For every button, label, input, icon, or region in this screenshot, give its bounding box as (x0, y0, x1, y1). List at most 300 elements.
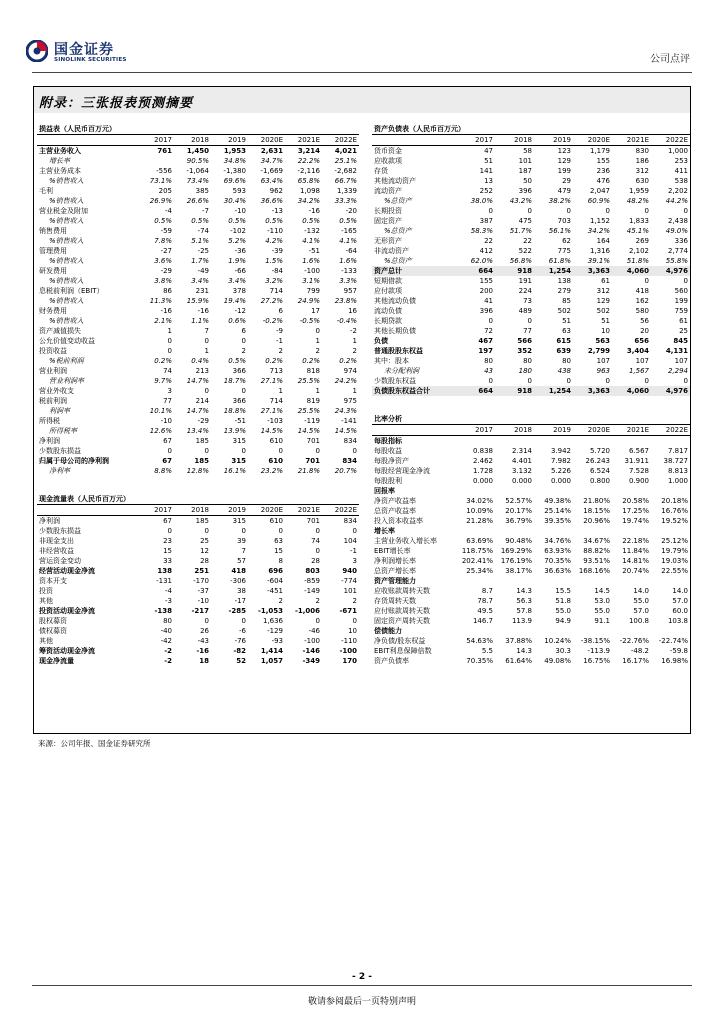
value-cell: 19.4% (223, 297, 246, 305)
value-cell: 21.8% (297, 467, 320, 475)
income-row (37, 266, 359, 276)
value-cell: 80 (484, 357, 493, 365)
value-cell: -170 (193, 577, 209, 585)
year-header-cell: 2019 (211, 135, 248, 146)
value-cell: -859 (304, 577, 320, 585)
value-cell: 168.16% (578, 567, 610, 575)
value-cell: -64 (345, 247, 357, 255)
ratios-row (372, 566, 690, 576)
balance-row (372, 336, 690, 346)
row-label: 筹资活动现金净流 (39, 647, 95, 655)
value-cell: 78.7 (477, 597, 493, 605)
value-cell: 3,214 (297, 147, 320, 155)
cashflow-row (37, 566, 359, 576)
value-cell: 418 (635, 287, 649, 295)
value-cell: 819 (306, 397, 320, 405)
year-header-cell: 2021E (285, 135, 322, 146)
income-row (37, 256, 359, 266)
cashflow-row (37, 636, 359, 646)
value-cell: 759 (674, 307, 688, 315)
value-cell: 4,976 (651, 386, 690, 396)
value-cell: 1,254 (534, 266, 573, 276)
value-cell: 714 (269, 287, 283, 295)
year-header-cell: 2019 (534, 135, 573, 146)
value-cell: 703 (557, 217, 571, 225)
sinolink-logo-icon (26, 40, 48, 62)
value-cell: 101 (343, 587, 357, 595)
value-cell: 61 (601, 277, 610, 285)
value-cell: 0.4% (191, 357, 209, 365)
row-label: 每股净资产 (374, 457, 409, 465)
value-cell: 378 (232, 287, 246, 295)
value-cell: 23 (163, 537, 172, 545)
value-cell: 0 (204, 447, 209, 455)
value-cell: -1,380 (223, 167, 246, 175)
row-label: 利润率 (49, 407, 70, 415)
value-cell: 19.03% (661, 557, 688, 565)
value-cell: 0 (167, 527, 172, 535)
value-cell: 0 (241, 617, 246, 625)
value-cell: 10.09% (466, 507, 493, 515)
value-cell: 7.528 (628, 467, 649, 475)
value-cell: 1,636 (262, 617, 283, 625)
value-cell: 1.000 (667, 477, 688, 485)
value-cell: 3.8% (154, 277, 172, 285)
year-header-cell: 2017 (137, 135, 174, 146)
value-cell: 65.8% (297, 177, 320, 185)
value-cell: 26.9% (149, 197, 172, 205)
row-label: 所得税率 (49, 427, 77, 435)
spacer-cell (372, 115, 690, 124)
value-cell: 1.5% (265, 257, 283, 265)
value-cell: -146 (302, 647, 320, 655)
value-cell: 411 (674, 167, 688, 175)
value-cell: 77 (523, 327, 532, 335)
year-header-cell: 2019 (211, 505, 248, 516)
value-cell: 22 (484, 237, 493, 245)
value-cell: 73.4% (186, 177, 209, 185)
value-cell: 834 (343, 437, 357, 445)
row-label: 负债股东权益合计 (372, 386, 456, 396)
value-cell: 2,774 (667, 247, 688, 255)
row-label: 偿债能力 (374, 627, 402, 635)
value-cell: 51.8 (555, 597, 571, 605)
value-cell: 61 (679, 317, 688, 325)
value-cell: 7 (204, 327, 209, 335)
value-cell: 14.5% (297, 427, 320, 435)
income-row (37, 446, 359, 456)
value-cell: 7.8% (154, 237, 172, 245)
row-label: 非现金支出 (39, 537, 74, 545)
value-cell: 8.7 (481, 587, 493, 595)
value-cell: 502 (596, 307, 610, 315)
value-cell: 34.76% (544, 537, 571, 545)
value-cell: 77 (163, 397, 172, 405)
value-cell: 34.7% (260, 157, 283, 165)
value-cell: 2 (352, 347, 357, 355)
row-label: EBIT利息保障倍数 (374, 647, 432, 655)
value-cell: 0.000 (472, 477, 493, 485)
ratios-row (372, 586, 690, 596)
income-row (37, 196, 359, 206)
value-cell: 39.1% (587, 257, 610, 265)
value-cell: 155 (596, 157, 610, 165)
value-cell: 56.1% (548, 227, 571, 235)
value-cell: -774 (341, 577, 357, 585)
ratios-row (372, 496, 690, 506)
value-cell: 185 (195, 437, 209, 445)
row-label: 每股股利 (374, 477, 402, 485)
value-cell: 36.63% (544, 567, 571, 575)
value-cell: 51 (484, 157, 493, 165)
value-cell (534, 436, 573, 447)
value-cell: 17 (311, 307, 320, 315)
value-cell: 315 (232, 437, 246, 445)
value-cell: 67 (163, 517, 172, 525)
income-row (37, 216, 359, 226)
value-cell: -1 (350, 547, 357, 555)
value-cell: 0 (204, 387, 209, 395)
value-cell: 3.6% (154, 257, 172, 265)
value-cell: 1.6% (302, 257, 320, 265)
value-cell: -93 (271, 637, 283, 645)
value-cell: 22.18% (622, 537, 649, 545)
balance-row (372, 236, 690, 246)
value-cell: -46 (308, 627, 320, 635)
value-cell: 0.800 (589, 477, 610, 485)
row-label: 增长率 (374, 527, 395, 535)
value-cell: 0 (683, 377, 688, 385)
balance-row (372, 196, 690, 206)
value-cell: 610 (269, 517, 283, 525)
row-label: 固定资产 (374, 217, 402, 225)
income-row (37, 246, 359, 256)
balance-row (372, 256, 690, 266)
row-label: 资产管理能力 (374, 577, 416, 585)
value-cell: 104 (343, 537, 357, 545)
year-header-cell: 2017 (137, 505, 174, 516)
row-label: 主营业务收入 (39, 147, 81, 155)
year-header-cell: 2021E (285, 505, 322, 516)
value-cell: 85 (562, 297, 571, 305)
value-cell: 18.7% (223, 377, 246, 385)
value-cell: 38.727 (663, 457, 688, 465)
value-cell: 51 (601, 317, 610, 325)
row-label: 应付款项 (374, 287, 402, 295)
value-cell: 0.5% (339, 217, 357, 225)
value-cell: -103 (267, 417, 283, 425)
cashflow-row (37, 656, 359, 666)
left-column (37, 115, 359, 666)
value-cell: 20.7% (334, 467, 357, 475)
row-label: 财务费用 (39, 307, 67, 315)
value-cell: 3.2% (265, 277, 283, 285)
value-cell: 93.51% (583, 557, 610, 565)
row-label: 投资活动现金净流 (39, 607, 95, 615)
value-cell: 366 (232, 397, 246, 405)
value-cell: 28 (311, 557, 320, 565)
value-cell: 28 (200, 557, 209, 565)
value-cell: 20.17% (505, 507, 532, 515)
value-cell (651, 436, 690, 447)
balance-row (372, 346, 690, 356)
value-cell: 34.67% (583, 537, 610, 545)
value-cell: 253 (674, 157, 688, 165)
value-cell: 3.4% (228, 277, 246, 285)
value-cell: 101 (518, 157, 532, 165)
value-cell: -100 (304, 267, 320, 275)
value-cell: 70.35% (466, 657, 493, 665)
value-cell: 1,567 (628, 367, 649, 375)
value-cell: 67 (163, 437, 172, 445)
value-cell: 467 (478, 337, 493, 345)
value-cell (495, 626, 534, 636)
row-label: 主营业务收入增长率 (374, 537, 437, 545)
value-cell: 55.0 (555, 607, 571, 615)
income-row (37, 366, 359, 376)
year-header-blank (37, 135, 137, 146)
value-cell: 610 (268, 457, 283, 465)
value-cell: 0.2% (154, 357, 172, 365)
row-label: 其他 (39, 637, 53, 645)
value-cell: 5.5 (481, 647, 493, 655)
ratios-row (372, 606, 690, 616)
value-cell: 20.18% (661, 497, 688, 505)
value-cell: 38.2% (548, 197, 571, 205)
value-cell: 0 (167, 347, 172, 355)
value-cell: 100.8 (628, 617, 649, 625)
value-cell: 1 (204, 347, 209, 355)
value-cell: 12 (200, 547, 209, 555)
value-cell: 0 (315, 447, 320, 455)
value-cell: 0 (204, 617, 209, 625)
value-cell: 279 (557, 287, 571, 295)
value-cell: 566 (517, 337, 532, 345)
value-cell: 580 (635, 307, 649, 315)
ratios-row (372, 526, 690, 536)
value-cell: -0.2% (262, 317, 283, 325)
value-cell: -3 (165, 597, 172, 605)
value-cell: 11.3% (149, 297, 172, 305)
value-cell: 538 (674, 177, 688, 185)
value-cell: 0 (204, 337, 209, 345)
value-cell: 664 (456, 266, 495, 276)
value-cell: 22.55% (661, 567, 688, 575)
value-cell (612, 526, 651, 536)
row-label: 其中：股本 (374, 357, 409, 365)
ratios-row (372, 446, 690, 456)
value-cell: 0.5% (265, 217, 283, 225)
year-header-cell: 2018 (495, 135, 534, 146)
value-cell: 16.76% (661, 507, 688, 515)
value-cell: 60.0 (672, 607, 688, 615)
value-cell: 63.93% (544, 547, 571, 555)
value-cell: 129 (557, 157, 571, 165)
year-header-blank (372, 425, 456, 436)
value-cell: 418 (231, 567, 246, 575)
value-cell: 522 (518, 247, 532, 255)
year-header-cell: 2020E (573, 135, 612, 146)
value-cell (495, 486, 534, 496)
value-cell: 25 (679, 327, 688, 335)
value-cell: 2 (315, 347, 320, 355)
income-row (37, 376, 359, 386)
year-header-cell: 2020E (573, 425, 612, 436)
ratios-row (372, 476, 690, 486)
value-cell: -1,669 (260, 167, 283, 175)
balance-row (372, 156, 690, 166)
title-bar (34, 87, 690, 113)
income-section-title: 损益表（人民币百万元） (37, 124, 359, 135)
income-section-header (37, 124, 359, 135)
row-label: 非经营收益 (39, 547, 74, 555)
row-label: 管理费用 (39, 247, 67, 255)
value-cell: 15.9% (186, 297, 209, 305)
value-cell: 63 (274, 537, 283, 545)
value-cell: -76 (234, 637, 246, 645)
value-cell: 74 (163, 367, 172, 375)
value-cell: 58.3% (470, 227, 493, 235)
value-cell: -165 (341, 227, 357, 235)
value-cell: 107 (635, 357, 649, 365)
row-label: 资本开支 (39, 577, 67, 585)
row-label: 投入资本收益率 (374, 517, 423, 525)
row-label: 存货周转天数 (374, 597, 416, 605)
value-cell: -0.5% (299, 317, 320, 325)
value-cell: 164 (596, 237, 610, 245)
footer-divider (32, 985, 692, 986)
spacer-row (372, 115, 690, 124)
value-cell: 2,202 (667, 187, 688, 195)
page-number: - 2 - (352, 972, 372, 982)
value-cell: 20.58% (622, 497, 649, 505)
value-cell: 803 (305, 567, 320, 575)
value-cell: 0 (315, 617, 320, 625)
row-label: 投资 (39, 587, 53, 595)
value-cell: 29 (562, 177, 571, 185)
value-cell: 49.0% (665, 227, 688, 235)
value-cell: 63 (562, 327, 571, 335)
value-cell: -39 (271, 247, 283, 255)
balance-row (372, 176, 690, 186)
ratios-row (372, 626, 690, 636)
row-label: 所得税 (39, 417, 60, 425)
value-cell: 231 (195, 287, 209, 295)
value-cell: -349 (302, 657, 320, 665)
value-cell: 818 (306, 367, 320, 375)
value-cell: 113.9 (511, 617, 532, 625)
value-cell: 2 (241, 347, 246, 355)
value-cell: 63.69% (466, 537, 493, 545)
value-cell: 62.0% (470, 257, 493, 265)
value-cell: 4,060 (612, 266, 651, 276)
value-cell: 91.1 (594, 617, 610, 625)
value-cell: -1,006 (294, 607, 320, 615)
ratios-row (372, 616, 690, 626)
value-cell: 479 (557, 187, 571, 195)
value-cell: 20 (640, 327, 649, 335)
year-header-cell: 2021E (612, 135, 651, 146)
value-cell: 36.6% (260, 197, 283, 205)
value-cell: -48.2 (630, 647, 649, 655)
value-cell: -119 (304, 417, 320, 425)
year-header-cell: 2022E (651, 425, 690, 436)
value-cell: 70.35% (544, 557, 571, 565)
value-cell: -1 (276, 337, 283, 345)
cashflow-row (37, 616, 359, 626)
value-cell: 55.8% (665, 257, 688, 265)
cashflow-section-header (37, 494, 359, 505)
value-cell: 563 (595, 337, 610, 345)
value-cell: -132 (304, 227, 320, 235)
value-cell: 107 (596, 357, 610, 365)
cashflow-row (37, 526, 359, 536)
value-cell: 57.0 (672, 597, 688, 605)
value-cell: 14.7% (186, 377, 209, 385)
row-label: 其他流动资产 (374, 177, 416, 185)
row-label: 流动负债 (374, 307, 402, 315)
value-cell: 185 (195, 517, 209, 525)
row-label: %销售收入 (49, 217, 84, 225)
value-cell: -1,064 (186, 167, 209, 175)
value-cell: 20.74% (622, 567, 649, 575)
value-cell: -129 (267, 627, 283, 635)
row-label: 净利润 (39, 517, 60, 525)
row-label: 净利润 (39, 437, 60, 445)
balance-section-header (372, 124, 690, 135)
value-cell: 2,438 (667, 217, 688, 225)
value-cell: 0.5% (191, 217, 209, 225)
value-cell: 0.5% (302, 217, 320, 225)
value-cell: 9.7% (154, 377, 172, 385)
value-cell: 51 (562, 317, 571, 325)
value-cell: 27.1% (260, 377, 283, 385)
value-cell: 701 (306, 517, 320, 525)
value-cell (456, 626, 495, 636)
value-cell: 123 (557, 147, 571, 155)
value-cell (534, 486, 573, 496)
value-cell: 53.0 (594, 597, 610, 605)
source-note: 来源：公司年报、国金证券研究所 (38, 739, 151, 748)
row-label: 长期投资 (374, 207, 402, 215)
value-cell: 10 (601, 327, 610, 335)
value-cell: 3,404 (626, 347, 649, 355)
value-cell: 6 (241, 327, 246, 335)
page-title: 附录：三张报表预测摘要 (39, 96, 194, 111)
value-cell: 12.8% (186, 467, 209, 475)
value-cell: 26 (200, 627, 209, 635)
value-cell: -138 (154, 607, 172, 615)
row-label: %税前利润 (49, 357, 84, 365)
row-label: 总资产增长率 (374, 567, 416, 575)
row-label: %销售收入 (49, 317, 84, 325)
spacer-cell (372, 405, 690, 414)
value-cell: -10 (197, 597, 209, 605)
value-cell: 8.8% (154, 467, 172, 475)
value-cell: 22.2% (297, 157, 320, 165)
year-header-cell: 2017 (456, 135, 495, 146)
value-cell: 3.1% (302, 277, 320, 285)
row-label: 净负债/股东权益 (374, 637, 426, 645)
value-cell: 0.5% (228, 217, 246, 225)
value-cell: 25.12% (661, 537, 688, 545)
value-cell: 7 (241, 547, 246, 555)
row-label: 每股收益 (374, 447, 402, 455)
value-cell: 69.6% (223, 177, 246, 185)
value-cell: -16 (160, 307, 172, 315)
value-cell: 86 (163, 287, 172, 295)
value-cell: 974 (343, 367, 357, 375)
